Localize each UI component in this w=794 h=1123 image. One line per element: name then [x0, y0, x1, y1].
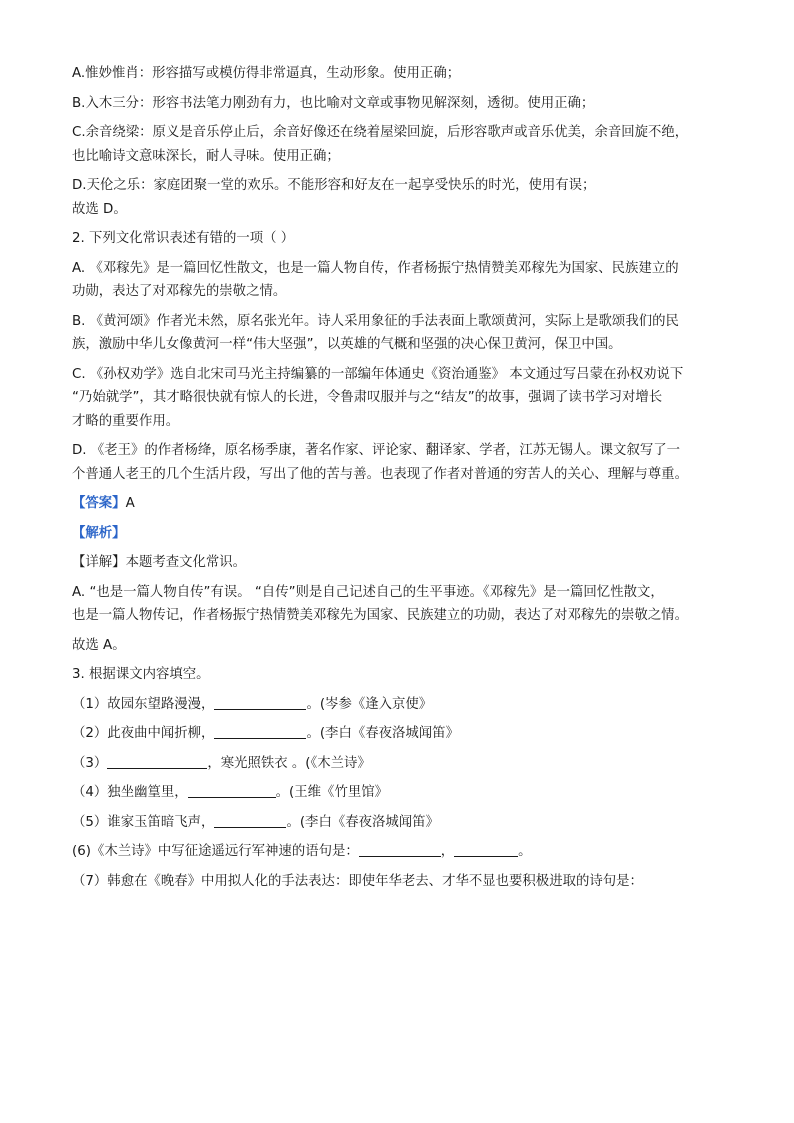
- question-2-stem: 2. 下列文化常识表述有错的一项（ ）: [72, 231, 295, 246]
- q2-option-d-line1: D. 《老王》的作者杨绛，原名杨季康，著名作家、评论家、翻译家、学者，江苏无锡人。课文叙写了一: [72, 443, 681, 458]
- question-3-stem: 3. 根据课文内容填空。: [72, 667, 210, 682]
- q3-item-4: [72, 781, 722, 805]
- prev-answer-c-line1: C.余音绕梁：原义是音乐停止后，余音好像还在绕着屋梁回旋，后形容歌声或音乐优美，余音回旋不绝，: [72, 125, 689, 140]
- prev-answer-d: D.天伦之乐：家庭团聚一堂的欢乐。不能形容和好友在一起享受快乐的时光，使用有误；: [72, 178, 596, 193]
- q3-item-4-prefix: （4）独坐幽篁里，: [72, 785, 188, 800]
- q2-explanation-line1: A. “也是一篇人物自传”有误。 “自传”则是自己记述自己的生平事迹。《邓稼先》是一篇回忆性散文，: [72, 584, 664, 600]
- q3-item-7: （7）韩愈在《晚春》中用拟人化的手法表达：即使年华老去、才华不显也要积极进取的诗句是：: [72, 873, 643, 889]
- q3-item-2: [72, 722, 722, 746]
- q2-option-a-line2: 功勋，表达了对邓稼先的崇敬之情。: [72, 284, 287, 299]
- q3-item-4-blank[interactable]: [188, 783, 276, 798]
- document-content: [72, 62, 722, 893]
- q2-option-c-line2: “乃始就学”，其才略很快就有惊人的长进，令鲁肃叹服并与之“结友”的故事，强调了读书学习对增长: [72, 390, 663, 405]
- prev-answer-a: A.惟妙惟肖：形容描写或模仿得非常逼真，生动形象。使用正确；: [72, 66, 461, 81]
- q3-item-5-prefix: （5）谁家玉笛暗飞声，: [72, 814, 215, 830]
- q3-item-6-blank-2[interactable]: [454, 842, 518, 857]
- answer-value: A: [125, 496, 135, 511]
- q3-item-1-prefix: （1）故园东望路漫漫，: [72, 696, 215, 712]
- q2-conclusion: 故选 A。: [72, 637, 126, 653]
- q3-item-6: [72, 840, 722, 864]
- prev-answer-c-line2: 也比喻诗文意味深长，耐人寻味。使用正确；: [72, 148, 340, 164]
- q3-item-6-prefix: (6)《木兰诗》中写征途遥远行军神速的语句是：: [72, 844, 359, 859]
- prev-conclusion: 故选 D。: [72, 201, 127, 217]
- analysis-tag: 【解析】: [72, 525, 126, 541]
- q3-item-2-blank[interactable]: [214, 724, 306, 739]
- prev-answer-b: B.入木三分：形容书法笔力刚劲有力，也比喻对文章或事物见解深刻，透彻。使用正确；: [72, 95, 595, 111]
- q2-option-a-line1: A. 《邓稼先》是一篇回忆性散文，也是一篇人物自传，作者杨振宁热情赞美邓稼先为国家、民族建立的: [72, 260, 679, 276]
- q3-item-5: [72, 811, 722, 835]
- detail-tag: 【详解】: [72, 555, 126, 570]
- q3-item-3-prefix: （3）: [72, 755, 108, 771]
- q2-answer: [72, 492, 722, 516]
- q2-option-b-line1: B. 《黄河颂》作者光未然，原名张光年。诗人采用象征的手法表面上歌颂黄河，实际上是歌颂我们的民: [72, 313, 679, 329]
- q3-item-2-source: 。(李白《春夜洛城闻笛》: [306, 726, 459, 741]
- q3-item-5-blank[interactable]: [214, 813, 286, 828]
- q3-item-1: [72, 693, 722, 717]
- q3-item-1-source: 。(岑参《逢入京使》: [306, 696, 433, 712]
- q2-option-c-line3: 才略的重要作用。: [72, 413, 180, 429]
- detail-text: 本题考查文化常识。: [125, 555, 247, 570]
- q3-item-6-period: 。: [518, 844, 532, 859]
- q3-item-3-source: ，寒光照铁衣 。(《木兰诗》: [207, 755, 371, 771]
- answer-tag: 【答案】: [72, 496, 126, 511]
- q2-option-d-line2: 个普通人老王的几个生活片段，写出了他的苦与善。也表现了作者对普通的穷苦人的关心、理解与尊重。: [72, 466, 688, 482]
- q2-detail: [72, 551, 722, 575]
- q2-analysis: [72, 522, 722, 546]
- q2-option-b-line2: 族，激励中华儿女像黄河一样“伟大坚强”，以英雄的气概和坚强的决心保卫黄河，保卫中国。: [72, 337, 622, 352]
- q3-item-2-prefix: （2）此夜曲中闻折柳，: [72, 726, 215, 741]
- q3-item-4-source: 。(王维《竹里馆》: [275, 785, 389, 800]
- q3-item-6-comma: ，: [440, 844, 455, 859]
- q3-item-6-blank-1[interactable]: [359, 842, 441, 857]
- q3-item-5-source: 。(李白《春夜洛城闻笛》: [286, 814, 439, 830]
- q2-option-c-line1: C. 《孙权劝学》选自北宋司马光主持编纂的一部编年体通史《资治通鉴》 本文通过写吕蒙在孙权劝说下: [72, 366, 684, 382]
- q3-item-1-blank[interactable]: [214, 695, 306, 710]
- q2-explanation-line2: 也是一篇人物传记，作者杨振宁热情赞美邓稼先为国家、民族建立的功勋，表达了对邓稼先的崇敬之情。: [72, 608, 688, 623]
- q3-item-3-blank[interactable]: [107, 754, 207, 769]
- q3-item-3: [72, 752, 722, 776]
